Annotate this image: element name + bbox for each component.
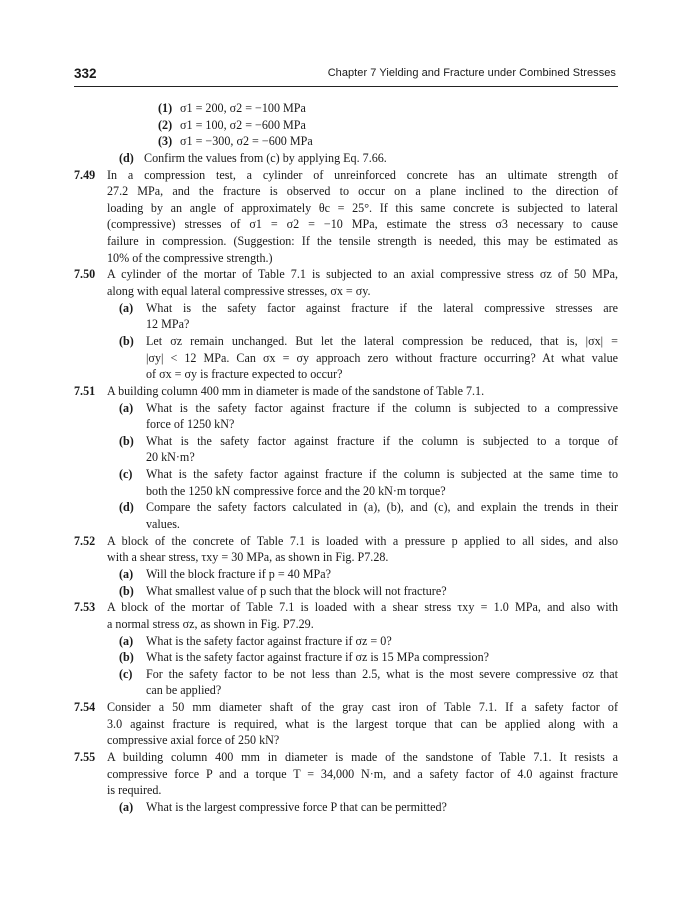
line-text: A block of the mortar of Table 7.1 is loaded with a shear stress τxy = 1.0 MPa, and also with bbox=[107, 600, 618, 615]
line-text: What is the largest compressive force P that can be permitted? bbox=[146, 799, 447, 814]
text-line bbox=[74, 216, 618, 233]
text-line bbox=[74, 200, 618, 217]
problem-line bbox=[74, 699, 618, 716]
line-text: can be applied? bbox=[146, 683, 222, 698]
line-text: 3.0 against fracture is required, what is the largest torque that can be applied along with a bbox=[107, 716, 618, 731]
line-text: with a shear stress, τxy = 30 MPa, as shown in Fig. P7.28. bbox=[107, 550, 389, 565]
subpart-line bbox=[74, 583, 618, 600]
line-text: What is the safety factor against fracture if σz = 0? bbox=[146, 633, 392, 648]
subpart-label: (b) bbox=[119, 583, 134, 598]
line-text: A building column 400 mm in diameter is made of the sandstone of Table 7.1. It resists a bbox=[107, 749, 618, 764]
line-text: σ1 = −300, σ2 = −600 MPa bbox=[180, 134, 313, 149]
problem-number: 7.52 bbox=[74, 533, 96, 548]
text-line bbox=[74, 350, 618, 367]
line-text: What smallest value of p such that the block will not fracture? bbox=[146, 583, 447, 598]
subpart-line bbox=[74, 633, 618, 650]
line-text: A block of the concrete of Table 7.1 is loaded with a pressure p applied to all sides, and also bbox=[107, 533, 618, 548]
problem-line bbox=[74, 599, 618, 616]
subpart-label: (d) bbox=[119, 500, 134, 515]
line-text: is required. bbox=[107, 783, 162, 798]
line-text: failure in compression. (Suggestion: If the tensile strength is needed, this may be estimated as bbox=[107, 234, 618, 249]
problem-line bbox=[74, 383, 618, 400]
text-line bbox=[74, 549, 618, 566]
subpart-line bbox=[74, 333, 618, 350]
text-line bbox=[74, 233, 618, 250]
subpart-label: (2) bbox=[158, 117, 173, 132]
line-text: A cylinder of the mortar of Table 7.1 is subjected to an axial compressive stress σz of 50 MPa, bbox=[107, 267, 618, 282]
text-line bbox=[74, 483, 618, 500]
text-line bbox=[74, 366, 618, 383]
problem-line bbox=[74, 533, 618, 550]
line-text: values. bbox=[146, 517, 180, 532]
problem-number: 7.55 bbox=[74, 749, 96, 764]
line-text: For the safety factor to be not less than 2.5, what is the most severe compressive σz that bbox=[146, 666, 618, 681]
text-line bbox=[74, 516, 618, 533]
line-text: Compare the safety factors calculated in (a), (b), and (c), and explain the trends in their bbox=[146, 500, 618, 515]
line-text: A building column 400 mm in diameter is made of the sandstone of Table 7.1. bbox=[107, 383, 485, 398]
text-line bbox=[74, 416, 618, 433]
problem-line bbox=[74, 167, 618, 184]
subpart-label: (a) bbox=[119, 400, 134, 415]
chapter-title: Chapter 7 Yielding and Fracture under Combined Stresses bbox=[327, 67, 616, 79]
line-text: Consider a 50 mm diameter shaft of the gray cast iron of Table 7.1. If a safety factor of bbox=[107, 700, 618, 715]
page-number: 332 bbox=[74, 66, 97, 81]
line-text: compressive axial force of 250 kN? bbox=[107, 733, 280, 748]
line-text: along with equal lateral compressive stresses, σx = σy. bbox=[107, 284, 371, 299]
line-text: compressive force P and a torque T = 34,000 N·m, and a safety factor of 4.0 against fracture bbox=[107, 766, 618, 781]
line-text: In a compression test, a cylinder of unreinforced concrete has an ultimate strength of bbox=[107, 167, 618, 182]
problem-line bbox=[74, 749, 618, 766]
subpart-line bbox=[74, 100, 618, 117]
line-text: What is the safety factor against fracture if the column is subjected at the same time to bbox=[146, 467, 618, 482]
text-line bbox=[74, 766, 618, 783]
line-text: 10% of the compressive strength.) bbox=[107, 250, 273, 265]
line-text: Let σz remain unchanged. But let the lateral compression be reduced, that is, |σx| = bbox=[146, 333, 618, 348]
problem-number: 7.53 bbox=[74, 600, 96, 615]
subpart-label: (b) bbox=[119, 333, 134, 348]
subpart-line bbox=[74, 499, 618, 516]
subpart-label: (c) bbox=[119, 467, 133, 482]
text-line bbox=[74, 183, 618, 200]
text-line bbox=[74, 316, 618, 333]
line-text: |σy| < 12 MPa. Can σx = σy approach zero without fracture occurring? At what value bbox=[146, 350, 618, 365]
subpart-line bbox=[74, 433, 618, 450]
subpart-line bbox=[74, 466, 618, 483]
line-text: a normal stress σz, as shown in Fig. P7.29. bbox=[107, 616, 314, 631]
line-text: both the 1250 kN compressive force and the 20 kN·m torque? bbox=[146, 483, 446, 498]
problem-number: 7.51 bbox=[74, 383, 96, 398]
text-line bbox=[74, 682, 618, 699]
subpart-line bbox=[74, 649, 618, 666]
subpart-label: (b) bbox=[119, 650, 134, 665]
line-text: What is the safety factor against fracture if the column is subjected to a compressive bbox=[146, 400, 618, 415]
subpart-line bbox=[74, 400, 618, 417]
subpart-label: (1) bbox=[158, 101, 173, 115]
subpart-label: (3) bbox=[158, 134, 173, 149]
text-line bbox=[74, 732, 618, 749]
problem-number: 7.54 bbox=[74, 700, 96, 715]
line-text: What is the safety factor against fracture if the lateral compressive stresses are bbox=[146, 300, 618, 315]
line-text: force of 1250 kN? bbox=[146, 417, 235, 432]
subpart-label: (a) bbox=[119, 799, 134, 814]
text-line bbox=[74, 283, 618, 300]
subpart-line bbox=[74, 799, 618, 816]
subpart-label: (c) bbox=[119, 666, 133, 681]
subpart-label: (a) bbox=[119, 633, 134, 648]
subpart-label: (d) bbox=[119, 150, 134, 165]
line-text: loading by an angle of approximately θc = 25°. If this same concrete is subjected to lateral bbox=[107, 200, 618, 215]
problem-number: 7.49 bbox=[74, 167, 96, 182]
line-text: Will the block fracture if p = 40 MPa? bbox=[146, 566, 331, 581]
running-header bbox=[74, 66, 618, 87]
text-line bbox=[74, 250, 618, 267]
line-text: 27.2 MPa, and the fracture is observed to occur on a plane inclined to the direction of bbox=[107, 184, 618, 199]
line-text: of σx = σy is fracture expected to occur? bbox=[146, 367, 343, 382]
subpart-line bbox=[74, 133, 618, 150]
line-text: σ1 = 100, σ2 = −600 MPa bbox=[180, 117, 306, 132]
subpart-label: (b) bbox=[119, 433, 134, 448]
subpart-line bbox=[74, 566, 618, 583]
subpart-line bbox=[74, 666, 618, 683]
line-text: σ1 = 200, σ2 = −100 MPa bbox=[180, 101, 306, 115]
line-text: 12 MPa? bbox=[146, 317, 190, 332]
problem-number: 7.50 bbox=[74, 267, 96, 282]
text-line bbox=[74, 782, 618, 799]
problem-list bbox=[74, 100, 618, 816]
line-text: What is the safety factor against fracture if σz is 15 MPa compression? bbox=[146, 650, 490, 665]
text-line bbox=[74, 449, 618, 466]
text-line bbox=[74, 716, 618, 733]
subpart-line bbox=[74, 300, 618, 317]
subpart-line bbox=[74, 150, 618, 167]
line-text: (compressive) stresses of σ1 = σ2 = −10 MPa, estimate the stress σ3 necessary to cause bbox=[107, 217, 618, 232]
subpart-line bbox=[74, 117, 618, 134]
subpart-label: (a) bbox=[119, 300, 134, 315]
text-line bbox=[74, 616, 618, 633]
problem-line bbox=[74, 266, 618, 283]
line-text: 20 kN·m? bbox=[146, 450, 195, 465]
line-text: Confirm the values from (c) by applying Eq. 7.66. bbox=[144, 150, 387, 165]
line-text: What is the safety factor against fracture if the column is subjected to a torque of bbox=[146, 433, 618, 448]
subpart-label: (a) bbox=[119, 566, 134, 581]
